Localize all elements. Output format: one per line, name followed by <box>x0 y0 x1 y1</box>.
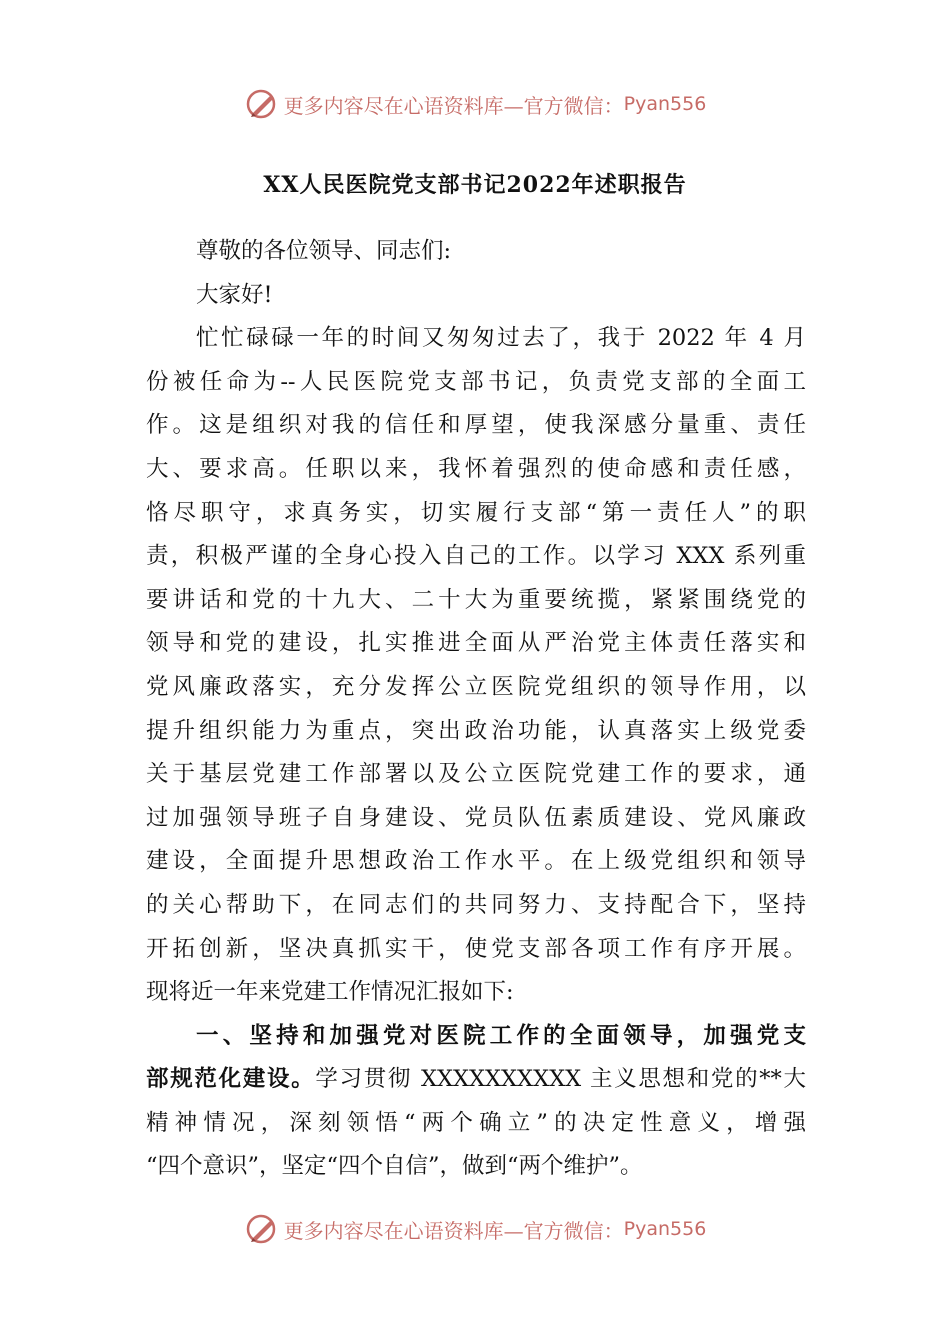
text-line: 份被任命为--人民医院党支部书记，负责党支部的全面工 <box>146 368 806 395</box>
watermark-wechat: Pyan556 <box>623 1218 707 1240</box>
text-line: 尊敬的各位领导、同志们: <box>196 238 452 264</box>
text-line: 关于基层党建工作部署以及公立医院党建工作的要求，通 <box>146 761 806 788</box>
text-line: 要讲话和党的十九大、二十大为重要统揽，紧紧围绕党的 <box>146 586 806 613</box>
text-line: “四个意识”，坚定“四个自信”，做到“两个维护”。 <box>146 1153 643 1180</box>
watermark-text: 更多内容尽在心语资料库—官方微信： <box>283 93 624 118</box>
text-line: 恪尽职守，求真务实，切实履行支部“第一责任人”的职 <box>146 499 806 526</box>
section-heading-end: 部规范化建设。 <box>146 1066 316 1093</box>
text-line: 大、要求高。任职以来，我怀着强烈的使命感和责任感， <box>146 455 806 482</box>
text-line: 大家好! <box>196 281 273 308</box>
text-line: 党风廉政落实，充分发挥公立医院党组织的领导作用，以 <box>146 673 806 700</box>
watermark-banner-bottom <box>0 1207 950 1251</box>
text-line: 开拓创新，坚决真抓实干，使党支部各项工作有序开展。 <box>146 935 806 962</box>
pen-logo-icon <box>244 86 280 122</box>
text-line: 忙忙碌碌一年的时间又匆匆过去了，我于 2022 年 4 月 <box>196 325 806 352</box>
watermark-text: 更多内容尽在心语资料库—官方微信： <box>283 1218 624 1243</box>
text-line: 作。这是组织对我的信任和厚望，使我深感分量重、责任 <box>146 412 806 439</box>
text-line: 责，积极严谨的全身心投入自己的工作。以学习 XXX 系列重 <box>146 543 806 570</box>
document-body <box>146 230 806 1189</box>
text-line: 现将近一年来党建工作情况汇报如下: <box>146 979 514 1006</box>
section-heading: 一、坚持和加强党对医院工作的全面领导，加强党支 <box>196 1022 806 1049</box>
watermark-banner-top <box>0 82 950 126</box>
text-line: 建设，全面提升思想政治工作水平。在上级党组织和领导 <box>146 848 806 875</box>
text-line: 过加强领导班子自身建设、党员队伍素质建设、党风廉政 <box>146 804 806 831</box>
text-line <box>146 1058 806 1102</box>
text-line: 的关心帮助下，在同志们的共同努力、支持配合下，坚持 <box>146 891 806 918</box>
text-line: 提升组织能力为重点，突出政治功能，认真落实上级党委 <box>146 717 806 744</box>
section-text: 学习贯彻 XXXXXXXXXX 主义思想和党的**大 <box>315 1066 806 1093</box>
document-title: XX人民医院党支部书记2022年述职报告 <box>263 172 687 198</box>
pen-logo-icon <box>244 1211 280 1247</box>
text-line: 精神情况，深刻领悟“两个确立”的决定性意义，增强 <box>146 1109 806 1136</box>
text-line: 领导和党的建设，扎实推进全面从严治党主体责任落实和 <box>146 630 806 657</box>
watermark-wechat: Pyan556 <box>623 93 707 115</box>
